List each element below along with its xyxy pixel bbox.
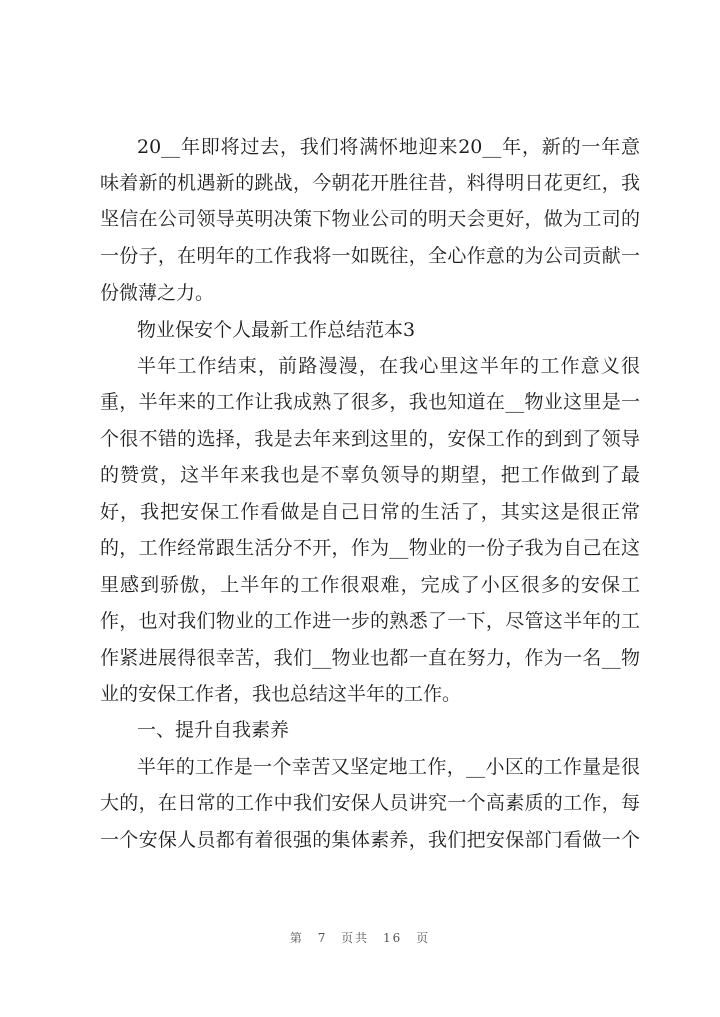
paragraph-line: 作紧进展得很幸苦，我们__物业也都一直在努力，作为一名__物 [100, 647, 640, 669]
paragraph-line: 一份子，在明年的工作我将一如既往，全心作意的为公司贡献一 [100, 245, 640, 267]
footer-prefix: 第 [289, 931, 304, 945]
section-heading: 一、提升自我素养 [137, 719, 290, 741]
paragraph-line: 半年工作结束，前路漫漫，在我心里这半年的工作意义很 [137, 355, 640, 377]
paragraph-line: 20__年即将过去，我们将满怀地迎来20__年，新的一年意 [137, 136, 640, 158]
paragraph-line: 好，我把安保工作看做是自己日常的生活了，其实这是很正常 [100, 501, 640, 523]
paragraph-line: 的赞赏，这半年来我也是不辜负领导的期望，把工作做到了最 [100, 464, 640, 486]
paragraph-line: 重，半年来的工作让我成熟了很多，我也知道在__物业这里是一 [100, 391, 640, 413]
paragraph-line: 半年的工作是一个幸苦又坚定地工作，__小区的工作量是很 [137, 756, 640, 778]
paragraph-line: 坚信在公司领导英明决策下物业公司的明天会更好，做为工司的 [100, 208, 640, 230]
paragraph-line: 作，也对我们物业的工作进一步的熟悉了一下，尽管这半年的工 [100, 610, 640, 632]
paragraph-line: 里感到骄傲，上半年的工作很艰难，完成了小区很多的安保工 [100, 574, 640, 596]
current-page-number: 7 [317, 931, 328, 945]
paragraph-line: 味着新的机遇新的跳战，今朝花开胜往昔，料得明日花更红，我 [100, 172, 640, 194]
page-footer [0, 929, 720, 946]
total-page-count: 16 [383, 931, 403, 945]
paragraph-line: 份微薄之力。 [100, 282, 215, 304]
paragraph-line: 业的安保工作者，我也总结这半年的工作。 [100, 683, 462, 705]
paragraph-line: 的，工作经常跟生活分不开，作为__物业的一份子我为自己在这 [100, 537, 640, 559]
paragraph-line: 一个安保人员都有着很强的集体素养，我们把安保部门看做一个 [100, 829, 640, 851]
footer-suffix: 页 [416, 931, 431, 945]
paragraph-line: 大的，在日常的工作中我们安保人员讲究一个高素质的工作，每 [100, 792, 640, 814]
footer-mid: 页共 [341, 931, 370, 945]
section-title: 物业保安个人最新工作总结范本3 [137, 319, 416, 341]
paragraph-line: 个很不错的选择，我是去年来到这里的，安保工作的到到了领导 [100, 428, 640, 450]
